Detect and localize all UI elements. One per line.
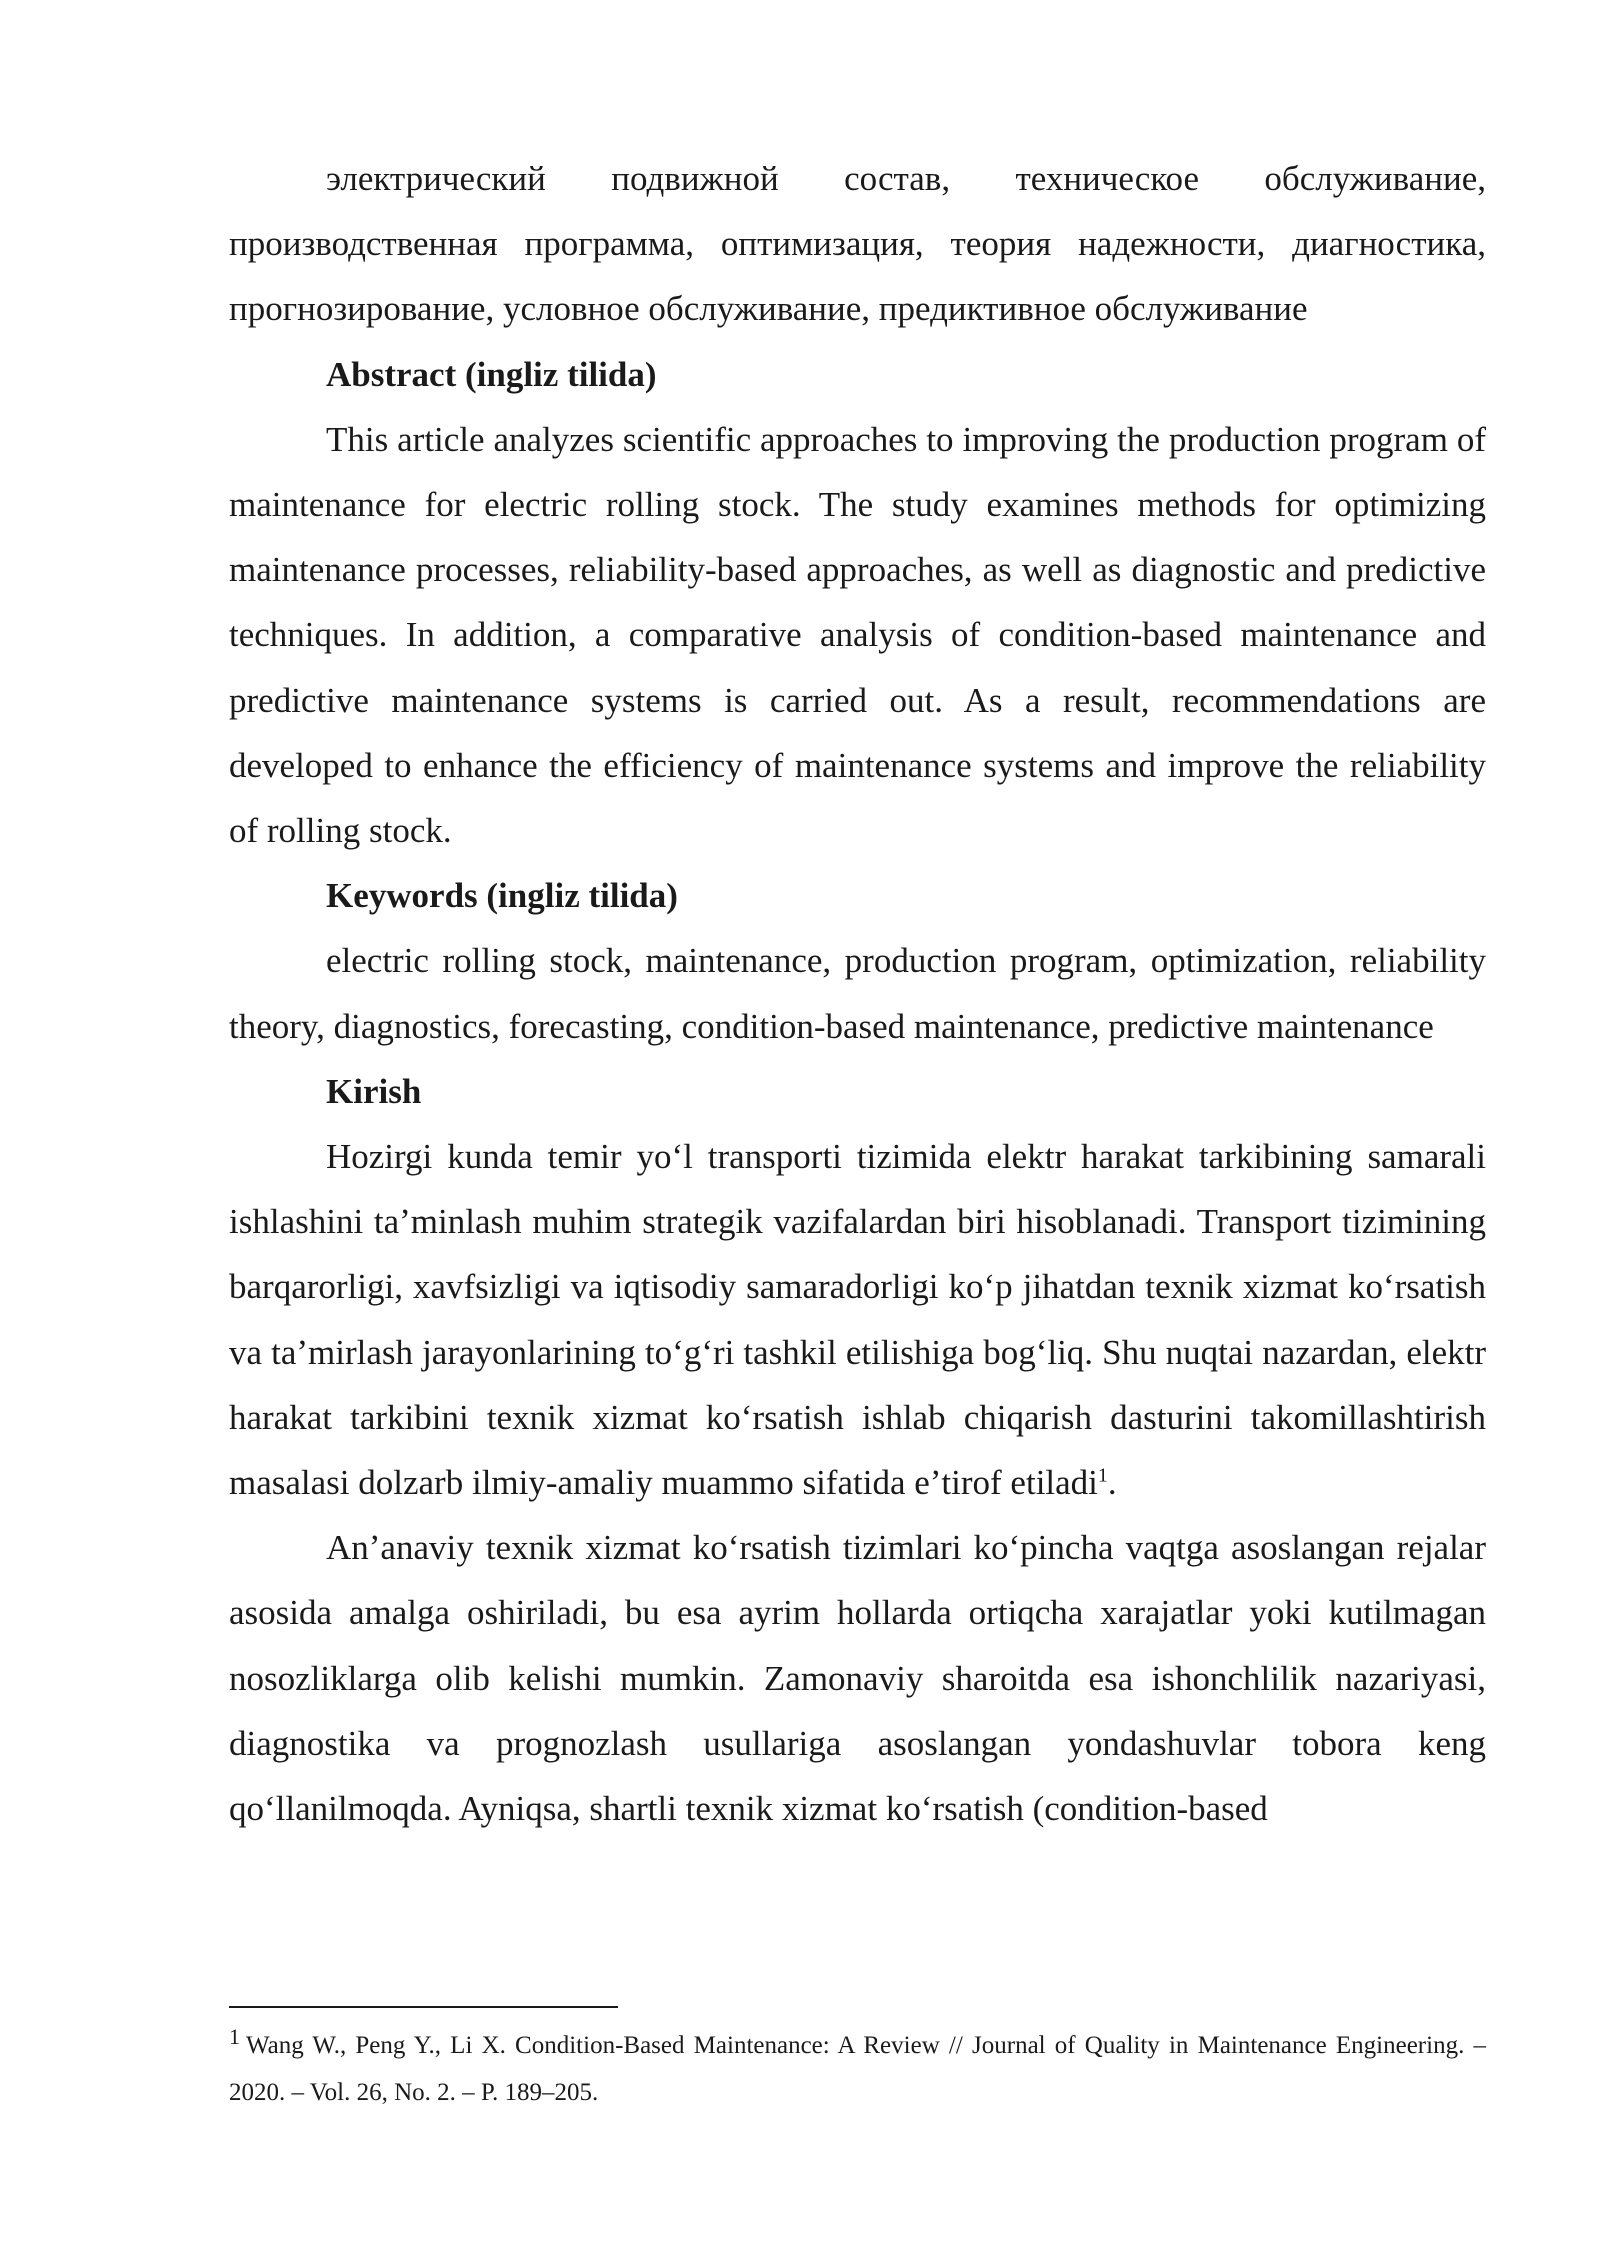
abstract-paragraph — [229, 407, 1486, 863]
introduction-paragraph-1 — [229, 1124, 1486, 1515]
introduction-paragraph-2 — [229, 1515, 1486, 1841]
heading-text: Kirish — [326, 1071, 422, 1111]
heading-text: Keywords (ingliz tilida) — [326, 876, 678, 916]
paragraph-text: This article analyzes scientific approaches to improving the production program of maintenance for electric rolling stock. The study examines methods for optimizing maintenance processes, reliability-based approaches, as well as diagnostic and predictive techniques. In addition, a comparative analysis of condition-based maintenance and predictive maintenance systems is carried out. As a result, recommendations are developed to enhance the efficiency of maintenance systems and improve the reliability of rolling stock. — [229, 419, 1486, 851]
footnote-mark: 1 — [229, 2023, 240, 2049]
paragraph-text: electric rolling stock, maintenance, production program, optimization, reliability theory, diagnostics, forecasting, condition-based maintenance, predictive maintenance — [229, 941, 1486, 1046]
heading-text: Abstract (ingliz tilida) — [326, 354, 657, 394]
keywords-russian-continuation — [229, 146, 1486, 342]
paragraph-text: Anʼanaviy texnik xizmat koʻrsatish tizimlari koʻpincha vaqtga asoslangan rejalar asosida amalga oshiriladi, bu esa ayrim hollarda ortiqcha xarajatlar yoki kutilmagan nosozliklarga olib kelishi mumkin. Zamonaviy sharoitda esa ishonchlilik nazariyasi, diagnostika va prognozlash usullariga asoslangan yondashuvlar tobora keng qoʻllanilmoqda. Ayniqsa, shartli texnik xizmat koʻrsatish (condition-based — [229, 1528, 1486, 1829]
paragraph-text: электрический подвижной состав, техническое обслуживание, производственная программа, оптимизация, теория надежности, диагностика, прогнозирование, условное обслуживание, предиктивное обслуживание — [229, 159, 1486, 329]
introduction-heading — [229, 1059, 1486, 1124]
footnote-reference[interactable]: 1 — [1097, 1464, 1108, 1487]
paragraph-text: Hozirgi kunda temir yoʻl transporti tizimida elektr harakat tarkibining samarali ishlashini taʼminlash muhim strategik vazifalardan biri hisoblanadi. Transport tizimining barqarorligi, xavfsizligi va iqtisodiy samaradorligi koʻp jihatdan texnik xizmat koʻrsatish va taʼmirlash jarayonlarining toʻgʻri tashkil etilishiga bogʻliq. Shu nuqtai nazardan, elektr harakat tarkibini texnik xizmat koʻrsatish ishlab chiqarish dasturini takomillashtirish masalasi dolzarb ilmiy-amaliy muammo sifatida eʼtirof etiladi — [229, 1137, 1486, 1503]
sentence-end: . — [1107, 1463, 1117, 1503]
abstract-heading — [229, 342, 1486, 407]
footnote-text: Wang W., Peng Y., Li X. Condition-Based Maintenance: A Review // Journal of Quality in Maintenance Engineering. – 2020. – Vol. 26, No. 2. – P. 189–205. — [229, 2032, 1486, 2106]
keywords-paragraph — [229, 928, 1486, 1058]
footnote — [229, 2022, 1486, 2116]
keywords-heading — [229, 863, 1486, 928]
footnote-separator — [229, 2006, 618, 2008]
document-body — [229, 146, 1486, 1841]
